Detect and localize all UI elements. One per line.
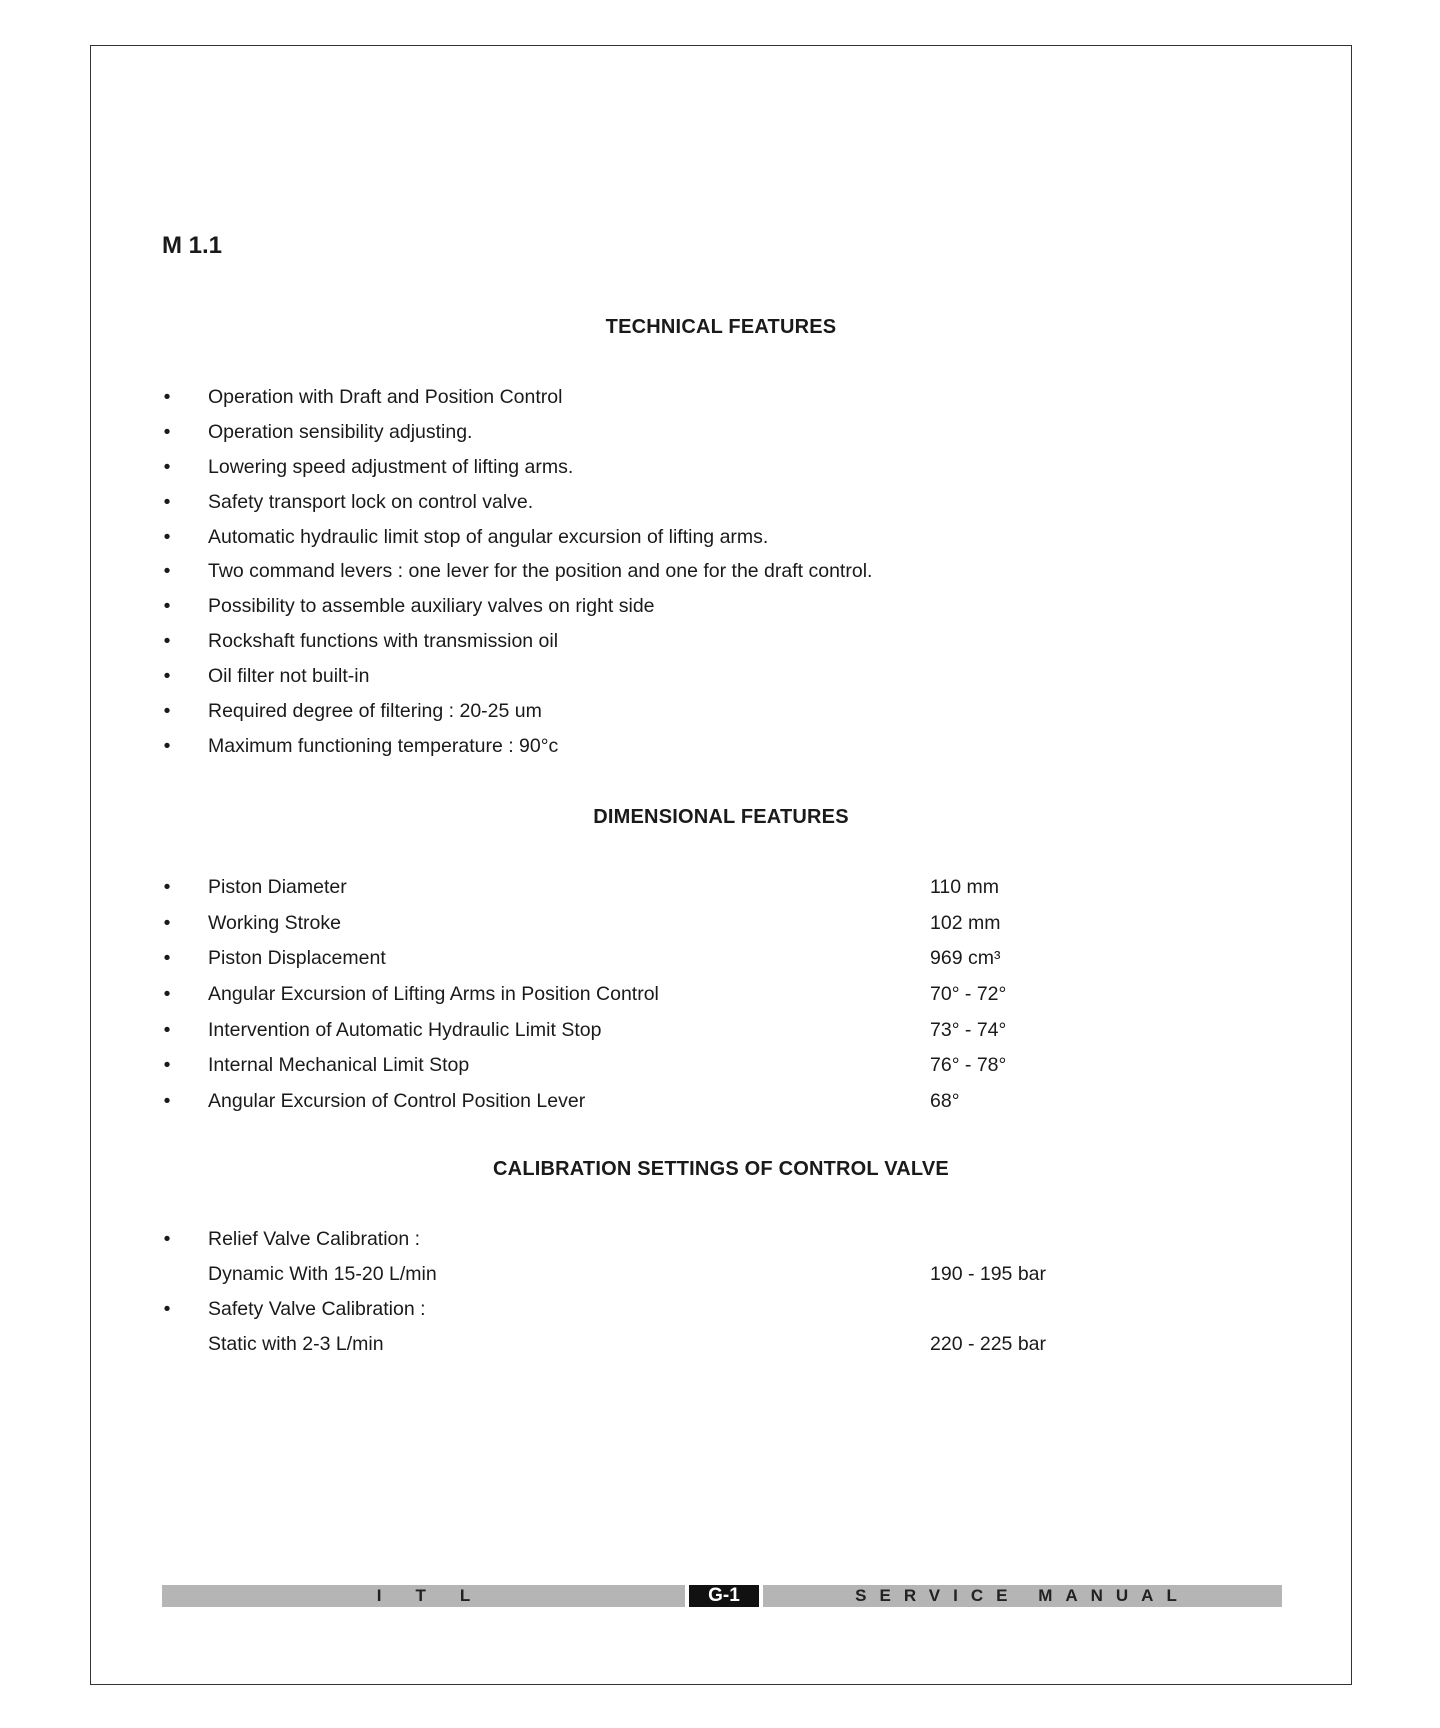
bullet-icon: • — [163, 700, 171, 723]
item-value: 76° - 78° — [930, 1054, 1007, 1077]
item-label: Operation with Draft and Position Control — [208, 386, 563, 408]
item-label: Angular Excursion of Control Position Lever — [208, 1090, 586, 1113]
bullet-icon: • — [163, 734, 171, 757]
bullet-icon: • — [163, 876, 171, 898]
item-value: 73° - 74° — [930, 1018, 1007, 1041]
bullet-icon: • — [163, 1018, 171, 1041]
item-label: Safety transport lock on control valve. — [208, 490, 534, 513]
bullet-icon: • — [163, 665, 171, 688]
footer-company: ITL — [162, 1585, 685, 1607]
item-label: Required degree of filtering : 20-25 um — [208, 700, 542, 723]
item-label: Automatic hydraulic limit stop of angular excursion of lifting arms. — [208, 525, 769, 548]
item-value: 102 mm — [930, 911, 1001, 934]
item-value: 68° — [930, 1090, 960, 1113]
item-label: Oil filter not built-in — [208, 665, 370, 688]
item-label: Possibility to assemble auxiliary valves on right side — [208, 595, 655, 618]
bullet-icon: • — [163, 595, 171, 618]
item-value: 969 cm³ — [930, 947, 1001, 970]
bullet-icon: • — [163, 1298, 171, 1320]
item-label: Operation sensibility adjusting. — [208, 420, 473, 443]
item-value: 220 - 225 bar — [930, 1333, 1047, 1355]
bullet-icon: • — [163, 386, 171, 408]
bullet-icon: • — [163, 983, 171, 1006]
section-id: M 1.1 — [162, 232, 223, 259]
item-label: Two command levers : one lever for the position and one for the draft control. — [208, 560, 873, 583]
footer-bar — [162, 1585, 1282, 1607]
item-label: Relief Valve Calibration : — [208, 1228, 421, 1250]
item-label: Angular Excursion of Lifting Arms in Position Control — [208, 983, 659, 1006]
item-label: Safety Valve Calibration : — [208, 1298, 426, 1320]
item-label: Piston Diameter — [208, 876, 347, 898]
bullet-icon: • — [163, 560, 171, 583]
item-label: Maximum functioning temperature : 90°c — [208, 734, 559, 757]
footer-manual-title: SERVICE MANUAL — [763, 1585, 1282, 1607]
page-number: G-1 — [689, 1585, 759, 1607]
item-value: 190 - 195 bar — [930, 1263, 1047, 1285]
calibration-heading: CALIBRATION SETTINGS OF CONTROL VALVE — [493, 1158, 949, 1180]
technical-features-heading: TECHNICAL FEATURES — [605, 316, 837, 338]
item-label: Intervention of Automatic Hydraulic Limit Stop — [208, 1018, 602, 1041]
page-border — [90, 45, 1352, 1685]
item-value: 110 mm — [930, 876, 999, 898]
bullet-icon: • — [163, 630, 171, 653]
bullet-icon: • — [163, 1228, 171, 1250]
bullet-icon: • — [163, 1090, 171, 1113]
item-label: Piston Displacement — [208, 947, 386, 970]
item-label: Lowering speed adjustment of lifting arms. — [208, 455, 574, 478]
item-label: Internal Mechanical Limit Stop — [208, 1054, 470, 1077]
item-label: Dynamic With 15-20 L/min — [208, 1263, 437, 1285]
bullet-icon: • — [163, 1054, 171, 1077]
bullet-icon: • — [163, 455, 171, 478]
item-label: Rockshaft functions with transmission oil — [208, 630, 559, 653]
item-label: Static with 2-3 L/min — [208, 1333, 384, 1355]
item-label: Working Stroke — [208, 911, 341, 934]
dimensional-features-heading: DIMENSIONAL FEATURES — [593, 806, 849, 828]
bullet-icon: • — [163, 490, 171, 513]
item-value: 70° - 72° — [930, 983, 1007, 1006]
bullet-icon: • — [163, 525, 171, 548]
bullet-icon: • — [163, 420, 171, 443]
bullet-icon: • — [163, 911, 171, 934]
bullet-icon: • — [163, 947, 171, 970]
